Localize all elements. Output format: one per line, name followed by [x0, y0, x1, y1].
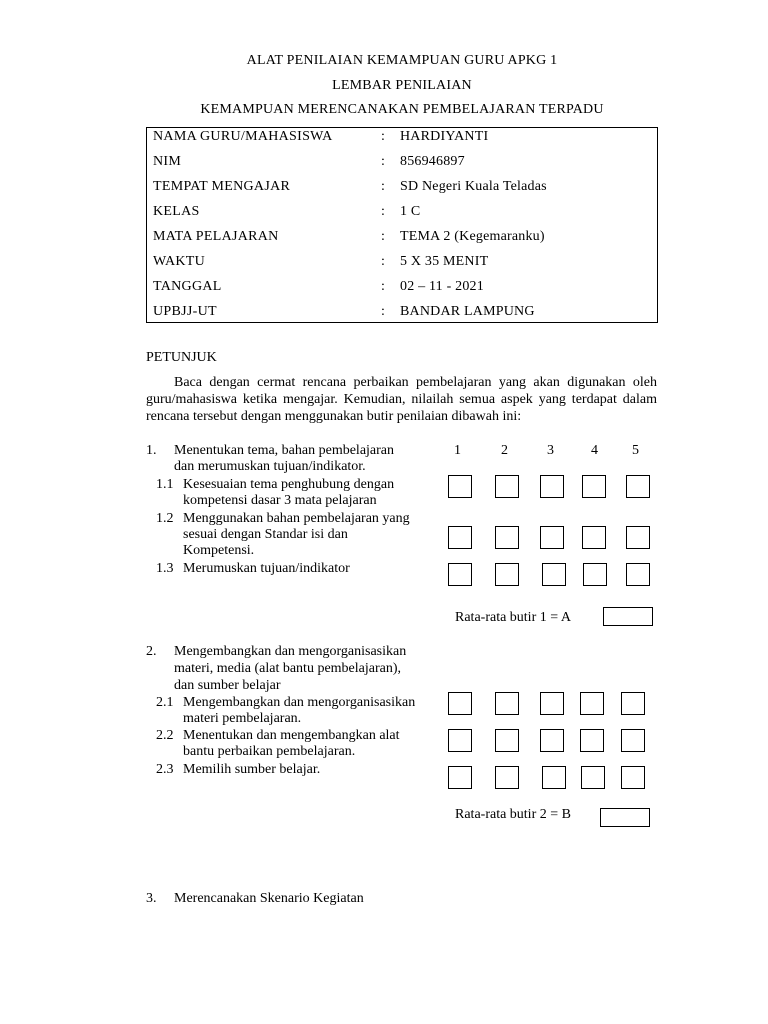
identity-label: WAKTU	[153, 254, 206, 269]
item-1-1-number: 1.1	[156, 477, 174, 492]
score-checkbox[interactable]	[582, 526, 606, 549]
item-1-1-text-line2: kompetensi dasar 3 mata pelajaran	[183, 493, 377, 508]
header-title-1: ALAT PENILAIAN KEMAMPUAN GURU APKG 1	[246, 53, 558, 68]
identity-colon: :	[381, 254, 385, 269]
identity-row	[147, 178, 657, 203]
identity-row	[147, 303, 657, 328]
identity-row	[147, 228, 657, 253]
score-checkbox[interactable]	[626, 475, 650, 498]
score-checkbox[interactable]	[621, 766, 645, 789]
identity-colon: :	[381, 129, 385, 144]
scale-label-3: 3	[547, 443, 554, 458]
identity-value: BANDAR LAMPUNG	[400, 304, 535, 319]
score-checkbox[interactable]	[495, 475, 519, 498]
scale-label-1: 1	[454, 443, 461, 458]
section2-title-line3: dan sumber belajar	[174, 678, 281, 693]
identity-colon: :	[381, 304, 385, 319]
item-1-1-text-line1: Kesesuaian tema penghubung dengan	[183, 477, 395, 492]
identity-colon: :	[381, 204, 385, 219]
item-1-3-number: 1.3	[156, 561, 174, 576]
score-checkbox[interactable]	[495, 692, 519, 715]
score-checkbox[interactable]	[495, 729, 519, 752]
score-checkbox[interactable]	[448, 526, 472, 549]
section2-average-label: Rata-rata butir 2 = B	[455, 807, 571, 822]
score-checkbox[interactable]	[621, 729, 645, 752]
identity-label: TANGGAL	[153, 279, 222, 294]
score-checkbox[interactable]	[582, 475, 606, 498]
score-checkbox[interactable]	[542, 563, 566, 586]
section3-number: 3.	[146, 891, 157, 906]
score-checkbox[interactable]	[581, 766, 605, 789]
average-b-field[interactable]	[600, 808, 650, 827]
scale-label-5: 5	[632, 443, 639, 458]
section1-title-line1: Menentukan tema, bahan pembelajaran	[174, 443, 395, 458]
identity-row	[147, 128, 657, 153]
score-checkbox[interactable]	[626, 526, 650, 549]
score-checkbox[interactable]	[580, 692, 604, 715]
identity-label: NIM	[153, 154, 182, 169]
identity-colon: :	[381, 279, 385, 294]
identity-value: 856946897	[400, 154, 465, 169]
item-2-3-text-line1: Memilih sumber belajar.	[183, 762, 321, 777]
scale-label-4: 4	[591, 443, 598, 458]
identity-value: 5 X 35 MENIT	[400, 254, 489, 269]
identity-label: KELAS	[153, 204, 200, 219]
average-a-field[interactable]	[603, 607, 653, 626]
identity-value: SD Negeri Kuala Teladas	[400, 179, 547, 194]
identity-label: NAMA GURU/MAHASISWA	[153, 129, 333, 144]
identity-row	[147, 253, 657, 278]
section2-title-line2: materi, media (alat bantu pembelajaran),	[174, 661, 402, 676]
identity-colon: :	[381, 154, 385, 169]
score-checkbox[interactable]	[495, 766, 519, 789]
identity-table	[146, 127, 658, 323]
scale-label-2: 2	[501, 443, 508, 458]
item-2-1-number: 2.1	[156, 695, 174, 710]
section2-title-line1: Mengembangkan dan mengorganisasikan	[174, 644, 407, 659]
section3-title: Merencanakan Skenario Kegiatan	[174, 891, 364, 906]
section1-average-label: Rata-rata butir 1 = A	[455, 610, 571, 625]
score-checkbox[interactable]	[542, 766, 566, 789]
petunjuk-heading: PETUNJUK	[146, 350, 217, 365]
petunjuk-text: Baca dengan cermat rencana perbaikan pembelajaran yang akan digunakan oleh guru/mahasiswa ketika mengajar. Kemudian, nilailah semua aspek yang terdapat dalam rencana tersebut dengan menggunakan butir penilaian dibawah ini:	[146, 375, 657, 424]
section1-title-line2: dan merumuskan tujuan/indikator.	[174, 459, 366, 474]
score-checkbox[interactable]	[495, 563, 519, 586]
identity-value: 02 – 11 - 2021	[400, 279, 484, 294]
score-checkbox[interactable]	[448, 475, 472, 498]
identity-value: 1 C	[400, 204, 421, 219]
header-title-2: LEMBAR PENILAIAN	[332, 78, 472, 93]
score-checkbox[interactable]	[448, 766, 472, 789]
score-checkbox[interactable]	[621, 692, 645, 715]
identity-row	[147, 278, 657, 303]
item-2-2-text-line1: Menentukan dan mengembangkan alat	[183, 728, 400, 743]
identity-row	[147, 153, 657, 178]
item-1-2-number: 1.2	[156, 511, 174, 526]
item-2-2-number: 2.2	[156, 728, 174, 743]
score-checkbox[interactable]	[448, 692, 472, 715]
score-checkbox[interactable]	[495, 526, 519, 549]
identity-value: HARDIYANTI	[400, 129, 489, 144]
score-checkbox[interactable]	[448, 563, 472, 586]
item-1-2-text-line1: Menggunakan bahan pembelajaran yang	[183, 511, 410, 526]
item-1-2-text-line2: sesuai dengan Standar isi dan	[183, 527, 348, 542]
identity-label: MATA PELAJARAN	[153, 229, 279, 244]
identity-label: UPBJJ-UT	[153, 304, 217, 319]
identity-colon: :	[381, 179, 385, 194]
item-1-2-text-line3: Kompetensi.	[183, 543, 255, 558]
item-2-1-text-line1: Mengembangkan dan mengorganisasikan	[183, 695, 416, 710]
item-2-1-text-line2: materi pembelajaran.	[183, 711, 302, 726]
section1-number: 1.	[146, 443, 157, 458]
item-1-3-text-line1: Merumuskan tujuan/indikator	[183, 561, 350, 576]
item-2-3-number: 2.3	[156, 762, 174, 777]
item-2-2-text-line2: bantu perbaikan pembelajaran.	[183, 744, 356, 759]
score-checkbox[interactable]	[583, 563, 607, 586]
identity-row	[147, 203, 657, 228]
identity-colon: :	[381, 229, 385, 244]
score-checkbox[interactable]	[448, 729, 472, 752]
identity-label: TEMPAT MENGAJAR	[153, 179, 291, 194]
score-checkbox[interactable]	[626, 563, 650, 586]
score-checkbox[interactable]	[540, 692, 564, 715]
identity-value: TEMA 2 (Kegemaranku)	[400, 229, 545, 244]
score-checkbox[interactable]	[540, 475, 564, 498]
score-checkbox[interactable]	[580, 729, 604, 752]
section2-number: 2.	[146, 644, 157, 659]
header-title-3: KEMAMPUAN MERENCANAKAN PEMBELAJARAN TERPADU	[200, 102, 604, 117]
score-checkbox[interactable]	[540, 729, 564, 752]
score-checkbox[interactable]	[540, 526, 564, 549]
